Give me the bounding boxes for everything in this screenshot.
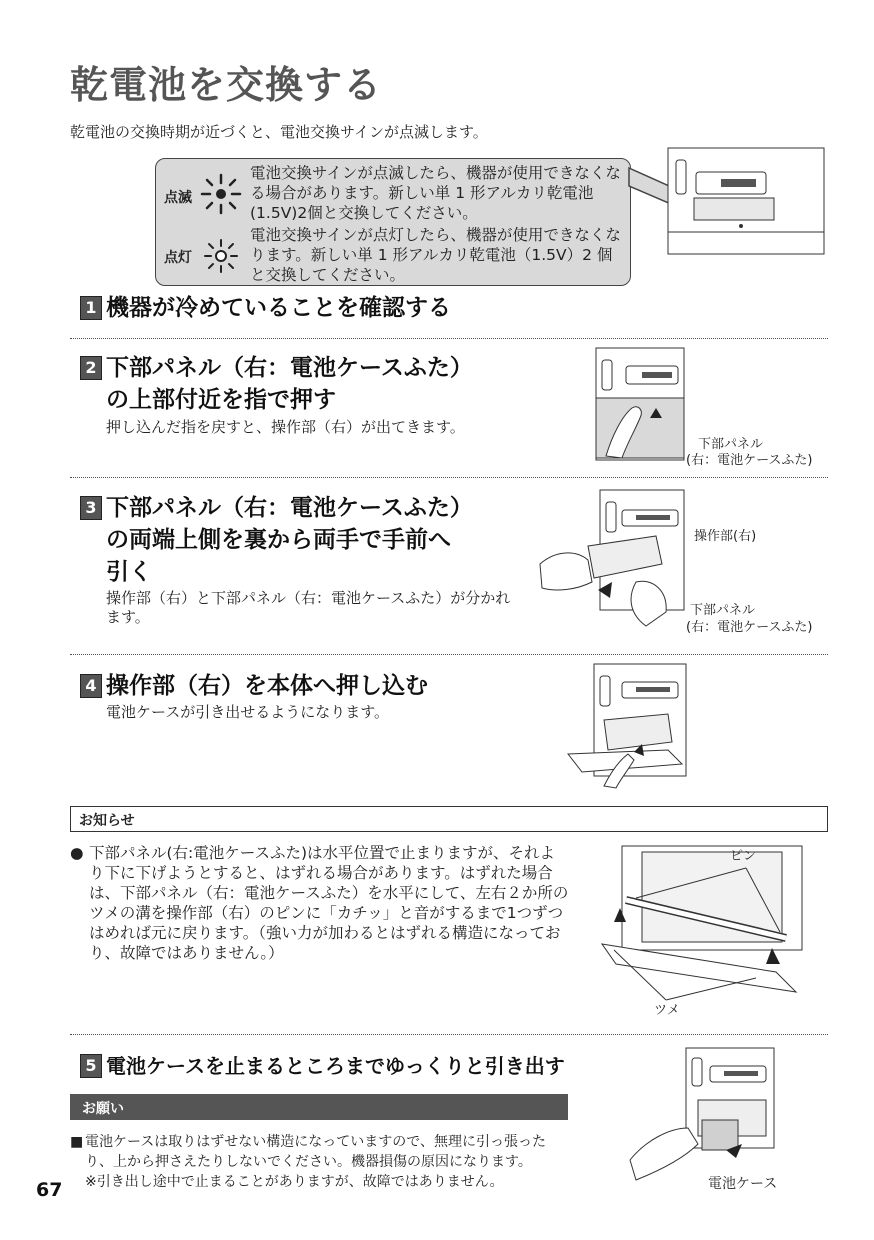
step-3-title-line2: の両端上側を裏から両手で手前へ: [106, 527, 451, 553]
step-4-title: 操作部（右）を本体へ押し込む: [106, 673, 428, 699]
step-2-description: 押し込んだ指を戻すと、操作部（右）が出てきます。: [106, 418, 465, 436]
notice-heading: お知らせ: [79, 813, 135, 829]
fig3-label-panel-line2: (右：電池ケースふた): [686, 620, 813, 635]
device-illustration-callout: [626, 146, 826, 256]
step-4: [80, 670, 428, 702]
page-title: 乾電池を交換する: [70, 63, 383, 107]
notice-text: 下部パネル(右:電池ケースふた)は水平位置で止まりますが、それより下に下げようとすると、はずれる場合があります。はずれた場合は、下部パネル（右：電池ケースふた）を水平にして、左右２か所のツメの溝を操作部（右）のピンに「カチッ」と音がするまで1つずつはめれば元に戻ります。（強い力が加わるとはずれる構造になっており、故障ではありません。）: [89, 844, 569, 962]
blink-label: 点滅: [164, 190, 192, 206]
step-3-illustration: [536, 486, 686, 646]
step-5-title: 電池ケースを止まるところまでゆっくりと引き出す: [106, 1054, 565, 1078]
step-4-number: 4: [80, 674, 102, 698]
divider: [70, 477, 828, 478]
step-3-description: 操作部（右）と下部パネル（右：電池ケースふた）が分かれます。: [106, 589, 511, 626]
step-1-number: 1: [80, 296, 102, 320]
step-1-title: 機器が冷めていることを確認する: [106, 295, 451, 321]
page-number: 67: [36, 1179, 63, 1201]
blink-text: 電池交換サインが点滅したら、機器が使用できなくなる場合があります。新しい単 1 形アルカリ乾電池(1.5V)2個と交換してください。: [250, 164, 621, 222]
fig3-label-operation: 操作部(右): [694, 529, 757, 544]
request-heading-bar: [70, 1094, 568, 1120]
lit-sign-icon: [200, 235, 242, 277]
step-3: [80, 492, 473, 524]
fig5-label: 電池ケース: [708, 1176, 778, 1192]
step-1: [80, 292, 451, 324]
step-4-illustration: [564, 660, 688, 790]
lit-label: 点灯: [164, 250, 192, 266]
step-3-title-line3: 引く: [106, 559, 152, 585]
request-body: [70, 1132, 574, 1192]
notice-heading-box: [70, 806, 828, 832]
request-line2: ※引き出し途中で止まることがありますが、故障ではありません。: [85, 1174, 504, 1190]
step-5-illustration: [626, 1044, 776, 1184]
battery-sign-callout: [155, 158, 631, 286]
divider: [70, 654, 828, 655]
step-5: [80, 1050, 565, 1082]
step-3-number: 3: [80, 496, 102, 520]
step-2-title-line2: の上部付近を指で押す: [106, 387, 336, 413]
intro-text: 乾電池の交換時期が近づくと、電池交換サインが点滅します。: [70, 123, 488, 141]
lit-text: 電池交換サインが点灯したら、機器が使用できなくなります。新しい単 1 形アルカリ乾電池（1.5V）2 個と交換してください。: [250, 226, 621, 284]
fig2-label-line1: 下部パネル: [698, 437, 764, 452]
fig2-label-line2: (右：電池ケースふた): [686, 453, 813, 468]
step-2-number: 2: [80, 356, 102, 380]
request-bullet: ■: [70, 1134, 84, 1150]
notice-tsume-label: ツメ: [654, 1003, 680, 1018]
notice-bullet: ●: [70, 844, 84, 862]
notice-pin-label: ピン: [730, 849, 757, 864]
step-5-number: 5: [80, 1054, 102, 1078]
fig3-label-panel-line1: 下部パネル: [690, 603, 756, 618]
blink-sign-icon: [200, 173, 242, 215]
request-heading: お願い: [82, 1101, 124, 1117]
step-3-title-line1: 下部パネル（右：電池ケースふた）: [106, 495, 473, 521]
step-2-illustration: [566, 346, 686, 462]
step-4-description: 電池ケースが引き出せるようになります。: [106, 703, 390, 721]
step-2: [80, 352, 473, 384]
divider: [70, 338, 828, 339]
notice-illustration: [596, 842, 828, 1012]
divider: [70, 1034, 828, 1035]
step-2-title-line1: 下部パネル（右：電池ケースふた）: [106, 355, 473, 381]
request-line1: 電池ケースは取りはずせない構造になっていますので、無理に引っ張ったり、上から押さえたりしないでください。機器損傷の原因になります。: [85, 1134, 547, 1170]
